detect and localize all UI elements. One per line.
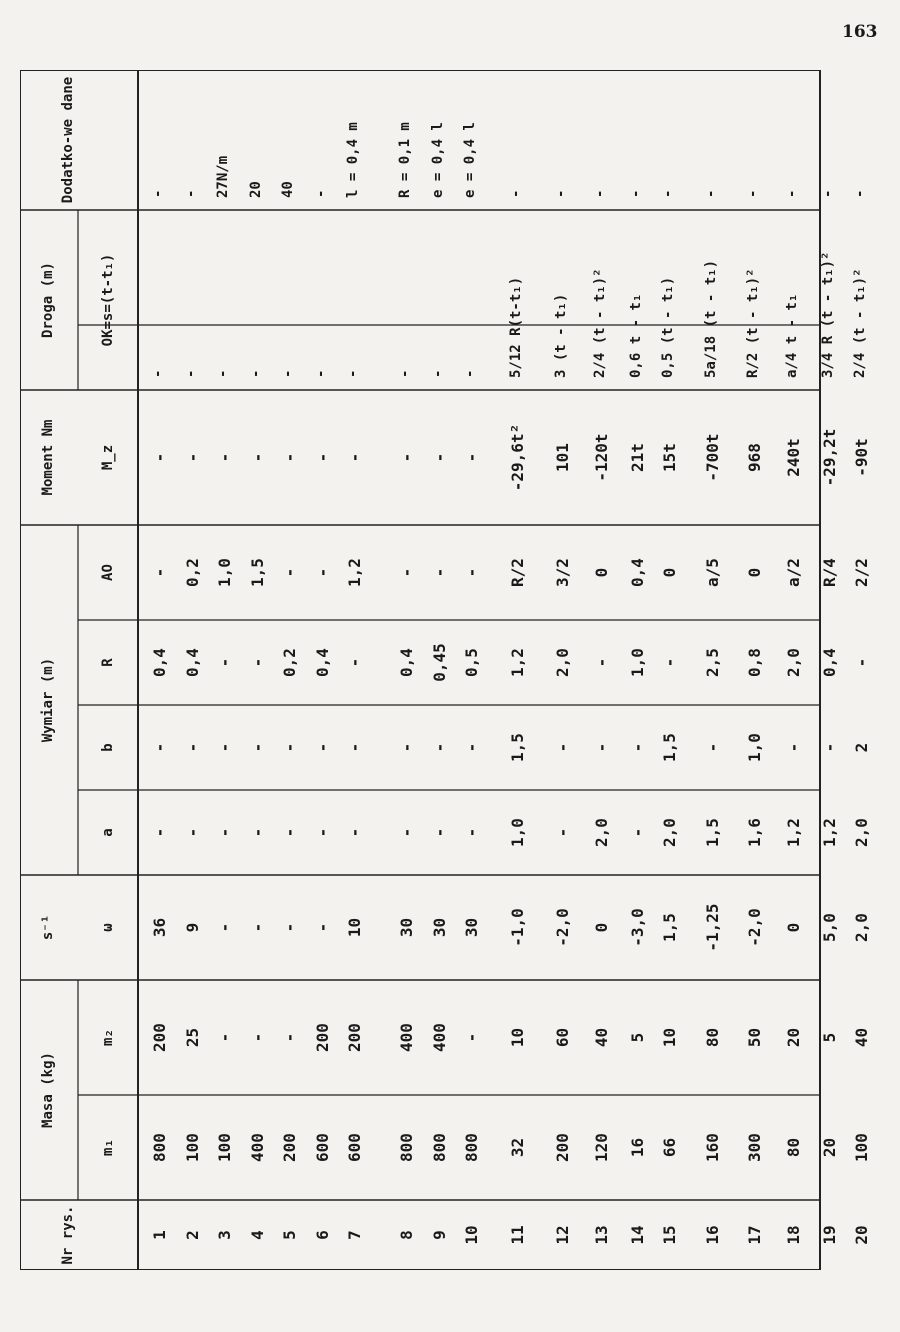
cell-omega: - (280, 922, 299, 933)
page-number: 163 (842, 22, 878, 42)
cell-m2: - (462, 1032, 481, 1043)
cell-nr: 16 (702, 1225, 722, 1245)
cell-m1: 200 (553, 1133, 572, 1162)
cell-R: 1,0 (627, 648, 647, 677)
cell-dod: 20 (247, 181, 264, 198)
cell-AO: R/2 (507, 558, 527, 587)
cell-R: 0,4 (397, 648, 416, 677)
cell-Mz: - (280, 452, 299, 463)
cell-a: - (429, 827, 449, 838)
cell-R: 1,2 (507, 648, 527, 677)
cell-m1: 400 (247, 1133, 267, 1162)
cell-R: 0,8 (744, 648, 764, 677)
cell-R: - (215, 657, 234, 668)
cell-dod: - (627, 189, 644, 198)
cell-b: - (553, 742, 572, 753)
cell-droga: - (429, 369, 446, 378)
cell-a: 2,0 (852, 818, 871, 847)
cell-a: - (553, 827, 572, 838)
cell-AO: R/4 (819, 558, 839, 587)
cell-omega: - (215, 922, 234, 933)
cell-dod: - (182, 189, 199, 198)
cell-omega: 9 (182, 922, 202, 933)
cell-nr: 5 (280, 1230, 299, 1240)
cell-b: - (345, 742, 364, 753)
cell-omega: - (247, 922, 267, 933)
cell-m2: - (215, 1032, 234, 1043)
cell-b: - (783, 742, 803, 753)
cell-AO: - (397, 567, 416, 578)
cell-Mz: - (429, 452, 449, 463)
cell-Mz: -90t (852, 438, 871, 477)
cell-m1: 200 (280, 1133, 299, 1162)
cell-b: - (312, 742, 332, 753)
cell-m2: 20 (783, 1027, 803, 1048)
cell-nr: 11 (507, 1225, 527, 1245)
cell-m2: 200 (345, 1023, 364, 1052)
cell-AO: 0 (744, 567, 764, 578)
cell-droga: - (397, 369, 413, 378)
cell-b: - (702, 742, 722, 753)
cell-droga: R/2 (t - t₁)² (744, 268, 761, 378)
cell-droga: 0,6 t - t₁ (627, 293, 644, 378)
cell-droga: 2/4 (t - t₁)² (852, 268, 868, 378)
cell-Mz: 15t (660, 443, 680, 472)
cell-R: 2,0 (783, 648, 803, 677)
cell-R: - (345, 657, 364, 668)
subheader-R: R (100, 658, 116, 667)
cell-AO: - (462, 567, 481, 578)
cell-R: 0,4 (819, 648, 839, 677)
cell-a: 1,0 (507, 818, 527, 847)
cell-R: 2,0 (553, 648, 572, 677)
cell-droga: - (182, 369, 199, 378)
cell-R: 0,4 (182, 648, 202, 677)
cell-R: - (852, 657, 871, 668)
cell-droga: - (150, 369, 166, 378)
cell-m2: 10 (660, 1027, 680, 1048)
cell-nr: 8 (397, 1230, 416, 1240)
cell-dod: - (553, 189, 569, 198)
cell-a: - (345, 827, 364, 838)
cell-nr: 4 (247, 1230, 267, 1240)
subheader-Mz: M_z (100, 444, 116, 471)
cell-a: - (397, 827, 416, 838)
cell-dod: - (702, 189, 719, 198)
cell-dod: - (312, 189, 329, 198)
cell-m2: 50 (744, 1027, 764, 1048)
cell-m2: 5 (627, 1032, 647, 1043)
cell-a: - (462, 827, 481, 838)
cell-Mz: 101 (553, 443, 572, 472)
cell-AO: 0 (592, 567, 611, 578)
cell-R: - (592, 657, 611, 668)
cell-nr: 12 (553, 1225, 572, 1245)
cell-AO: - (429, 567, 449, 578)
header-moment: Moment Nm (40, 419, 56, 496)
cell-omega: 0 (783, 922, 803, 933)
cell-dod: - (819, 189, 836, 198)
cell-dod: - (507, 189, 524, 198)
cell-dod: e = 0,4 l (462, 122, 478, 198)
cell-Mz: - (312, 452, 332, 463)
cell-AO: 1,0 (215, 558, 234, 587)
cell-a: 1,6 (744, 818, 764, 847)
cell-m2: 400 (429, 1023, 449, 1052)
cell-omega: 30 (397, 917, 416, 938)
cell-omega: -2,0 (553, 908, 572, 947)
cell-omega: -1,0 (507, 908, 527, 947)
cell-b: - (397, 742, 416, 753)
cell-b: 1,0 (744, 733, 764, 762)
cell-b: - (280, 742, 299, 753)
cell-m1: 16 (627, 1137, 647, 1158)
cell-nr: 20 (852, 1225, 871, 1245)
cell-m1: 66 (660, 1137, 680, 1158)
cell-b: - (215, 742, 234, 753)
rotated-table (20, 70, 871, 1270)
cell-b: 2 (852, 742, 871, 753)
cell-droga: - (280, 369, 296, 378)
cell-AO: 3/2 (553, 558, 572, 587)
cell-dod: 40 (280, 181, 296, 198)
cell-nr: 3 (215, 1230, 234, 1240)
cell-m1: 800 (150, 1133, 169, 1162)
cell-b: - (247, 742, 267, 753)
cell-b: 1,5 (660, 733, 680, 762)
cell-Mz: - (215, 452, 234, 463)
cell-m2: 25 (182, 1027, 202, 1048)
cell-m2: 5 (819, 1032, 839, 1043)
cell-m1: 80 (783, 1137, 803, 1158)
cell-m2: 40 (852, 1027, 871, 1048)
cell-omega: 5,0 (819, 913, 839, 942)
cell-a: 2,0 (660, 818, 680, 847)
cell-dod: - (660, 189, 677, 198)
cell-AO: a/2 (783, 558, 803, 587)
cell-nr: 6 (312, 1230, 332, 1240)
cell-a: 2,0 (592, 818, 611, 847)
cell-a: - (280, 827, 299, 838)
cell-a: - (247, 827, 267, 838)
cell-Mz: 968 (744, 443, 764, 472)
header-masa: Masa (kg) (40, 1052, 56, 1128)
cell-a: - (215, 827, 234, 838)
cell-omega: 1,5 (660, 913, 680, 942)
cell-droga: 5a/18 (t - t₁) (702, 259, 719, 378)
cell-dod: - (592, 189, 608, 198)
cell-droga: - (462, 369, 478, 378)
cell-omega: 2,0 (852, 913, 871, 942)
header-omega-unit: s⁻¹ (40, 914, 56, 941)
cell-R: 0,4 (312, 648, 332, 677)
cell-AO: - (312, 567, 332, 578)
cell-droga: a/4 t - t₁ (783, 293, 800, 378)
cell-nr: 1 (150, 1230, 169, 1240)
cell-a: 1,2 (819, 818, 839, 847)
cell-R: - (660, 657, 680, 668)
cell-omega: 0 (592, 922, 611, 933)
cell-droga: 0,5 (t - t₁) (660, 276, 677, 378)
subheader-AO: AO (100, 564, 116, 581)
cell-a: - (150, 827, 169, 838)
cell-AO: 2/2 (852, 558, 871, 587)
cell-m1: 100 (215, 1133, 234, 1162)
subheader-a: a (100, 828, 116, 837)
cell-a: 1,2 (783, 818, 803, 847)
cell-Mz: - (462, 452, 481, 463)
cell-Mz: -700t (702, 433, 722, 482)
cell-nr: 15 (660, 1225, 680, 1245)
cell-R: 2,5 (702, 648, 722, 677)
cell-AO: - (150, 567, 169, 578)
cell-omega: -3,0 (627, 908, 647, 947)
subheader-m2: m₂ (100, 1029, 116, 1046)
cell-droga: - (312, 369, 329, 378)
header-droga: Droga (m) (40, 262, 56, 338)
cell-m1: 300 (744, 1133, 764, 1162)
cell-m1: 160 (702, 1133, 722, 1162)
subheader-m1: m₁ (100, 1139, 116, 1156)
cell-b: - (819, 742, 839, 753)
cell-nr: 9 (429, 1230, 449, 1240)
cell-b: - (627, 742, 647, 753)
cell-b: 1,5 (507, 733, 527, 762)
cell-m1: 20 (819, 1137, 839, 1158)
cell-m1: 600 (312, 1133, 332, 1162)
cell-b: - (429, 742, 449, 753)
cell-dod: - (783, 189, 800, 198)
cell-Mz: 21t (627, 443, 647, 472)
cell-Mz: - (182, 452, 202, 463)
cell-droga: 2/4 (t - t₁)² (592, 268, 608, 378)
cell-R: 0,4 (150, 648, 169, 677)
cell-AO: 1,5 (247, 558, 267, 587)
cell-omega: 10 (345, 917, 364, 938)
cell-dod: R = 0,1 m (397, 122, 413, 198)
cell-Mz: 240t (783, 438, 803, 477)
cell-a: 1,5 (702, 818, 722, 847)
cell-omega: - (312, 922, 332, 933)
cell-m2: 80 (702, 1027, 722, 1048)
cell-AO: 1,2 (345, 558, 364, 587)
cell-AO: 0,2 (182, 558, 202, 587)
cell-droga: 3/4 R (t - t₁)² (819, 251, 836, 378)
cell-m1: 100 (852, 1133, 871, 1162)
cell-AO: 0,4 (627, 558, 647, 587)
subheader-OK: OK=s=(t-t₁) (100, 253, 116, 347)
header-nr: Nr rys. (60, 1205, 76, 1265)
cell-Mz: - (150, 452, 169, 463)
cell-Mz: -29,6t² (507, 423, 527, 492)
cell-R: - (247, 657, 267, 668)
cell-omega: -2,0 (744, 908, 764, 947)
cell-omega: 30 (429, 917, 449, 938)
cell-Mz: -29,2t (819, 428, 839, 487)
cell-m1: 800 (397, 1133, 416, 1162)
cell-dod: 27N/m (215, 155, 231, 198)
cell-AO: 0 (660, 567, 680, 578)
cell-m1: 100 (182, 1133, 202, 1162)
cell-AO: a/5 (702, 558, 722, 587)
subheader-b: b (100, 743, 116, 752)
cell-dod: e = 0,4 l (429, 122, 446, 198)
cell-a: - (627, 827, 647, 838)
cell-droga: - (247, 369, 264, 378)
cell-dod: - (744, 189, 761, 198)
cell-omega: 36 (150, 917, 169, 938)
cell-m1: 120 (592, 1133, 611, 1162)
cell-droga: 3 (t - t₁) (553, 293, 569, 378)
cell-m1: 800 (429, 1133, 449, 1162)
cell-m2: 200 (150, 1023, 169, 1052)
cell-R: 0,5 (462, 648, 481, 677)
cell-nr: 17 (744, 1225, 764, 1245)
cell-nr: 18 (783, 1225, 803, 1245)
cell-Mz: -120t (592, 433, 611, 482)
cell-Mz: - (397, 452, 416, 463)
cell-nr: 13 (592, 1225, 611, 1245)
cell-droga: 5/12 R(t-t₁) (507, 276, 524, 378)
cell-m1: 600 (345, 1133, 364, 1162)
cell-R: 0,2 (280, 648, 299, 677)
cell-m1: 32 (507, 1137, 527, 1158)
header-wymiar: Wymiar (m) (40, 657, 56, 743)
cell-b: - (592, 742, 611, 753)
cell-droga: - (215, 369, 231, 378)
cell-dod: - (150, 189, 166, 198)
cell-nr: 19 (819, 1225, 839, 1245)
cell-m2: 400 (397, 1023, 416, 1052)
header-dodatkowe: Dodatko-we dane (60, 76, 76, 204)
cell-nr: 2 (182, 1230, 202, 1240)
cell-m2: 40 (592, 1027, 611, 1048)
cell-Mz: - (345, 452, 364, 463)
cell-a: - (182, 827, 202, 838)
cell-AO: - (280, 567, 299, 578)
cell-m2: 200 (312, 1023, 332, 1052)
cell-m1: 800 (462, 1133, 481, 1162)
cell-b: - (462, 742, 481, 753)
cell-nr: 10 (462, 1225, 481, 1245)
cell-b: - (182, 742, 202, 753)
cell-Mz: - (247, 452, 267, 463)
cell-m2: - (247, 1032, 267, 1043)
cell-m2: 10 (507, 1027, 527, 1048)
cell-omega: -1,25 (702, 903, 722, 952)
cell-m2: 60 (553, 1027, 572, 1048)
cell-nr: 14 (627, 1225, 647, 1245)
cell-dod: - (852, 189, 868, 198)
cell-a: - (312, 827, 332, 838)
cell-droga: - (345, 369, 361, 378)
cell-omega: 30 (462, 917, 481, 938)
cell-b: - (150, 742, 169, 753)
cell-m2: - (280, 1032, 299, 1043)
cell-dod: l = 0,4 m (345, 122, 361, 198)
subheader-omega: ω (100, 923, 116, 932)
cell-nr: 7 (345, 1230, 364, 1240)
cell-R: 0,45 (429, 643, 449, 682)
